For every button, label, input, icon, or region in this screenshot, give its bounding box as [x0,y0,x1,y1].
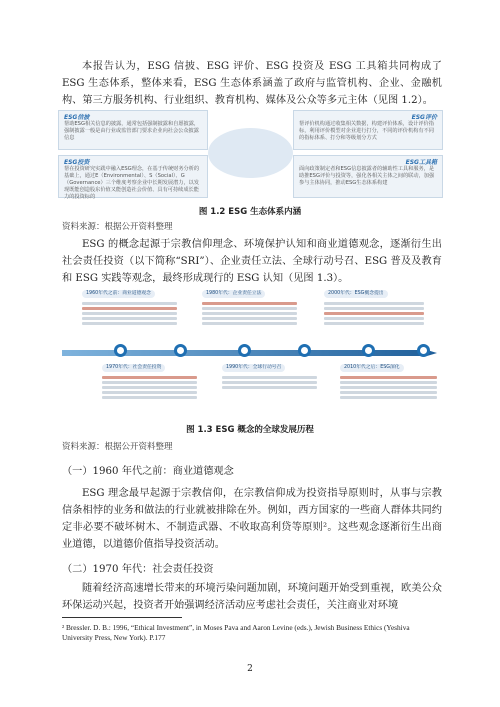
box-text: 面向政策制定者和ESG信息披露者的辅助性工具和服务，是助推ESG评价与投资等，强化各相关主体之间的联动，加强参与主体协同，推动ESG生态体系构建 [299,166,435,186]
intro-paragraph: 本报告认为，ESG 信披、ESG 评价、ESG 投资及 ESG 工具箱共同构成了 ESG 生态体系，整体来看，ESG 生态体系涵盖了政府与监管机构、企业、金融机构、第三方服务机构、行业组织、教育机构、媒体及公众等多元主体（见图 1.2）。 [62,61,442,106]
timeline-card [340,364,437,401]
box-title: ESG投资 [64,159,90,166]
section-body: ESG 理念最早起源于宗教信仰，在宗教信仰成为投资指导原则时，从事与宗教信条相悖的业务和做法的行业就被排除在外。例如，西方国家的一些商人群体共同约定非必要不破坏树木、不制造武器、不收取高利贷等原则²。这些观念逐渐衍生出商业道德，以道德价值指导投资活动。 [62,488,442,550]
section-body: 随着经济高速增长带来的环境污染问题加剧，环境问题开始受到重视，欧美公众环保运动兴起，投资者开始强调经济活动应考虑社会责任，关注商业对环境 [62,583,442,611]
footnote: ² Bressler. D. B.: 1996, “Ethical Investment”, in Moses Pava and Aaron Levine (eds.), Jewish Business Ethics (Yeshiva University Press, New York). P.177 [62,623,410,642]
timeline-label: 1960年代之前：商业道德观念 [82,290,155,298]
section-heading: （一）1960 年代之前：商业道德观念 [62,466,234,477]
timeline-node [114,344,127,357]
footnote-divider [62,617,182,618]
box-title: ESG信披 [64,114,90,121]
timeline-label: 2010年代之后：ESG深化 [340,364,404,372]
section-heading: （二）1970 年代：社会责任投资 [62,564,214,575]
timeline-label: 1980年代：企业责任立法 [202,290,265,298]
box-text: 帮评价机构通过收集相关数据，构建评价体系，设计评价指标，利用评价模型对企业进行打分，不同的评价机构有不同的指标体系、打分和等级划分方式 [299,121,434,141]
esg-investment-box [58,155,208,198]
ecosystem-center-circle [208,128,293,178]
figure-caption: 图 1.3 ESG 概念的全球发展历程 [186,425,314,435]
timeline-label: 1990年代：全球行动号召 [222,364,285,372]
box-text: 帮助ESG相关信息的披露，通常包括强制披露和自愿披露，强制披露一般是由行业或监管部门要求企业向社会公众披露信息 [64,121,200,141]
timeline-node [417,344,430,357]
figure-source: 资料来源：根据公开资料整理 [62,222,173,232]
timeline-figure [62,290,437,415]
page-number: 2 [247,664,253,674]
timeline-label: 2000年代：ESG概念提出 [324,290,388,298]
esg-toolbox-box [293,155,443,198]
box-title: ESG工具箱 [405,159,437,166]
timeline-label: 1970年代：社会责任投资 [102,364,165,372]
timeline-node [362,344,375,357]
timeline-card [222,364,317,391]
esg-rating-box [293,110,443,150]
figure-source: 资料来源：根据公开资料整理 [62,442,173,452]
timeline-card [324,290,424,327]
timeline-node [238,344,251,357]
esg-disclosure-box [58,110,208,150]
timeline-card [202,290,297,327]
box-title: ESG评价 [411,114,437,121]
timeline-node [298,344,311,357]
figure-caption: 图 1.2 ESG 生态体系内涵 [198,207,302,217]
ecosystem-figure [58,110,443,198]
concept-paragraph: ESG 的概念起源于宗教信仰理念、环境保护认知和商业道德观念，逐渐衍生出社会责任投资（以下简称“SRI”）、企业责任立法、全球行动号召、ESG 普及及教育和 ESG 实践等观念，最终形成现行的 ESG 认知（见图 1.3）。 [62,239,442,284]
timeline-card [102,364,197,401]
timeline-card [82,290,177,327]
timeline-node [174,344,187,357]
box-text: 帮在投资研究实践中融入ESG理念，在基于传统财务分析的基础上，通过E（Environmental）、S（Social）、G（Governance）三个维度考察企业中长期发展潜力，以发现既能创造股东价值又能创造社会价值、具有可持续成长能力的投资标的 [64,166,200,200]
